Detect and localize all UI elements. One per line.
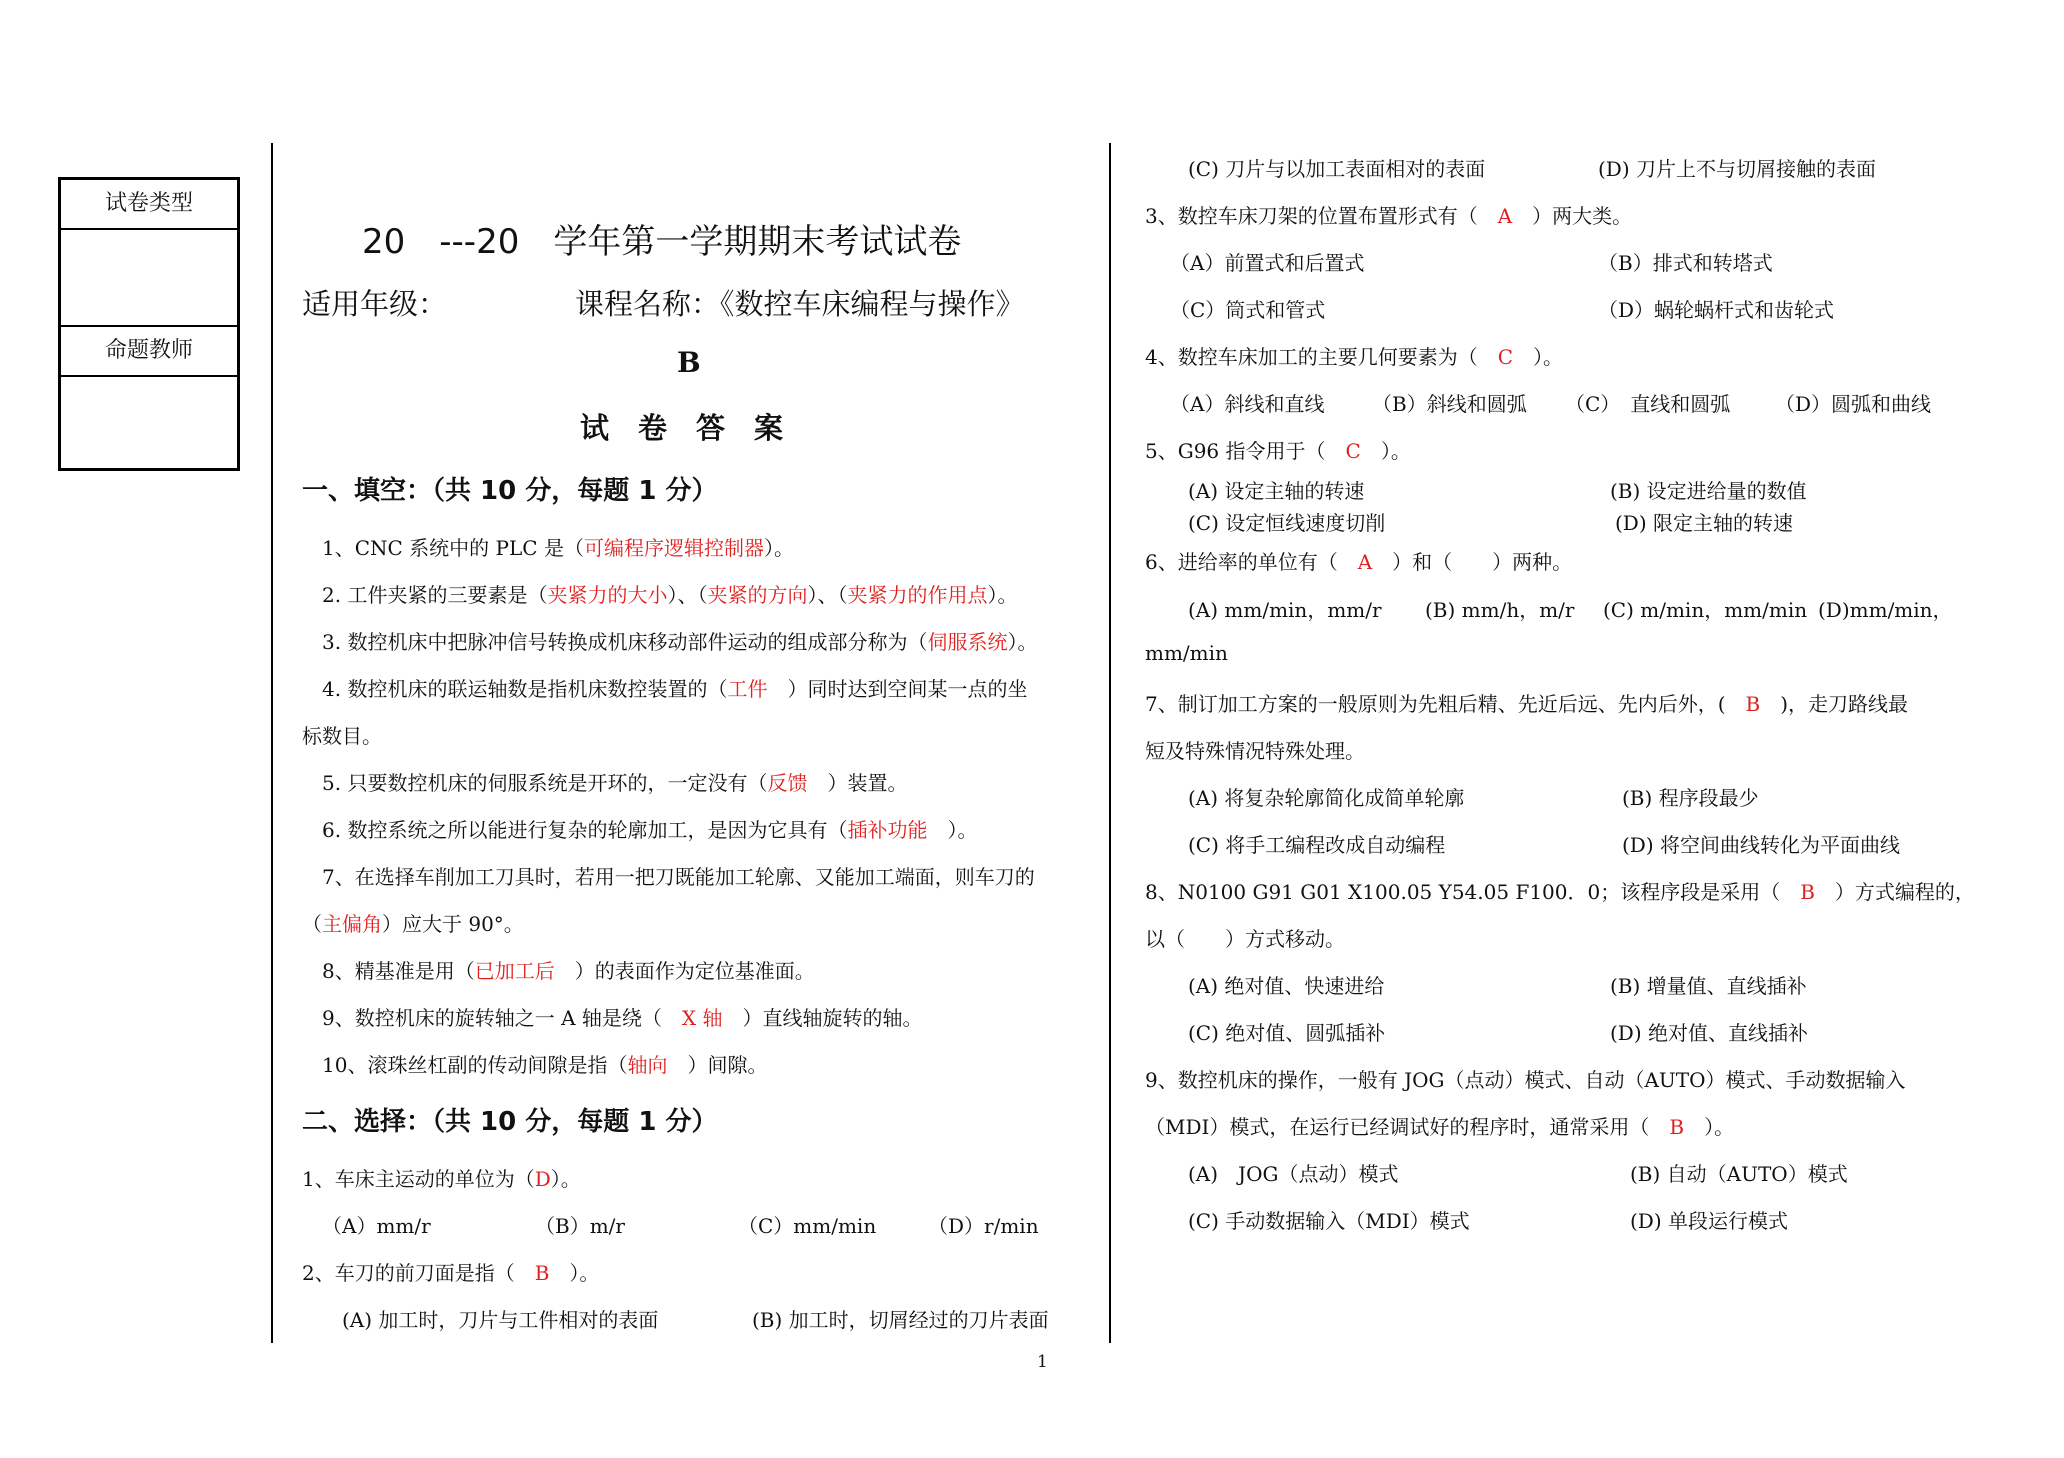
- fill-item-4-cont: 标数目。: [302, 724, 382, 748]
- answer-title: 试 卷 答 案: [580, 411, 784, 445]
- q5-option-c: (C) 设定恒线速度切削: [1188, 511, 1386, 535]
- q8-text-cont: 以（ ）方式移动。: [1145, 927, 1345, 951]
- fill-8-tail: ）的表面作为定位基准面。: [554, 959, 815, 983]
- q7-option-c: (C) 将手工编程改成自动编程: [1188, 833, 1446, 857]
- choice-q9: 9、数控机床的操作，一般有 JOG（点动）模式、自动（AUTO）模式、手动数据输入: [1145, 1068, 1906, 1092]
- exam-type-label: 试卷类型: [104, 191, 193, 216]
- q8-option-c: (C) 绝对值、圆弧插补: [1188, 1021, 1386, 1045]
- choice-q2: [302, 1257, 599, 1286]
- q6-answer: A: [1357, 550, 1373, 574]
- q5-option-d: (D) 限定主轴的转速: [1615, 511, 1793, 535]
- fill-7-open: （: [302, 912, 322, 936]
- q4-tail: ）。: [1513, 345, 1564, 369]
- q5-text: 5、G96 指令用于（: [1145, 439, 1346, 463]
- fill-item-9: [322, 1002, 923, 1031]
- paper-code: B: [677, 346, 701, 379]
- fill-2-tail: ）。: [987, 583, 1018, 607]
- fill-2-sep-1: ）、（: [667, 583, 708, 607]
- fill-1-text: 1、CNC 系统中的 PLC 是（: [322, 536, 584, 560]
- q7-text-cont: 短及特殊情况特殊处理。: [1145, 739, 1365, 763]
- section2-heading: 二、选择：（共 10 分，每题 1 分）: [302, 1107, 718, 1137]
- q5-answer: C: [1345, 439, 1361, 463]
- q6-option-d-cont: mm/min: [1145, 641, 1228, 665]
- q9-option-d: (D) 单段运行模式: [1630, 1209, 1788, 1233]
- q9-option-b: (B) 自动（AUTO）模式: [1630, 1162, 1848, 1186]
- fill-3-tail: ）。: [1007, 630, 1038, 654]
- q2-text: 2、车刀的前刀面是指（: [302, 1261, 535, 1285]
- fill-2-answer-c: 夹紧力的作用点: [847, 583, 988, 607]
- q3-text: 3、数控车床刀架的位置布置形式有（: [1145, 204, 1498, 228]
- fill-item-5: [322, 767, 907, 796]
- fill-4-text: 4. 数控机床的联运轴数是指机床数控装置的（: [322, 677, 728, 701]
- q3-option-c: （C）筒式和管式: [1170, 298, 1326, 322]
- fill-4-tail: ）同时达到空间某一点的坐: [767, 677, 1028, 701]
- grade-label: 适用年级：: [302, 287, 448, 321]
- fill-1-tail: ）。: [763, 536, 794, 560]
- choice-q6: [1145, 546, 1572, 575]
- page-title: 20 ---20 学年第一学期期末考试试卷: [362, 222, 962, 262]
- fill-5-tail: ）装置。: [807, 771, 908, 795]
- fill-item-1: [322, 532, 794, 561]
- q2-tail: ）。: [549, 1261, 600, 1285]
- fill-6-text: 6. 数控系统之所以能进行复杂的轮廓加工，是因为它具有（: [322, 818, 848, 842]
- q6-text: 6、进给率的单位有（: [1145, 550, 1358, 574]
- q8-text: 8、N0100 G91 G01 X100.05 Y54.05 F100．0；该程序段是采用（: [1145, 880, 1801, 904]
- teacher-label: 命题教师: [104, 338, 193, 363]
- exam-info-box: [58, 177, 240, 471]
- q5-option-a: (A) 设定主轴的转速: [1188, 479, 1365, 503]
- left-margin-rule: [271, 143, 273, 1343]
- choice-q3: [1145, 200, 1632, 229]
- fill-6-answer: 插补功能: [847, 818, 928, 842]
- fill-2-answer-b: 夹紧的方向: [707, 583, 808, 607]
- q6-tail: ）和（ ）两种。: [1372, 550, 1573, 574]
- fill-2-sep-2: ）、（: [807, 583, 848, 607]
- q8-option-a: (A) 绝对值、快速进给: [1188, 974, 1385, 998]
- q4-option-d: （D）圆弧和曲线: [1775, 392, 1932, 416]
- q1-option-d: （D）r/min: [928, 1214, 1039, 1238]
- q2-option-c: (C) 刀片与以加工表面相对的表面: [1188, 157, 1486, 181]
- fill-2-text: 2. 工件夹紧的三要素是（: [322, 583, 548, 607]
- fill-3-text: 3. 数控机床中把脉冲信号转换成机床移动部件运动的组成部分称为（: [322, 630, 928, 654]
- choice-q7: [1145, 688, 1908, 717]
- q3-option-d: （D）蜗轮蜗杆式和齿轮式: [1598, 298, 1835, 322]
- q1-answer: D: [534, 1167, 551, 1191]
- q9-tail: ）。: [1684, 1115, 1735, 1139]
- q9-answer: B: [1669, 1115, 1685, 1139]
- q2-option-b: (B) 加工时，切屑经过的刀片表面: [752, 1308, 1049, 1332]
- section1-heading: 一、填空：（共 10 分，每题 1 分）: [302, 476, 718, 506]
- fill-item-2: [322, 579, 1017, 608]
- fill-7-answer: 主偏角: [322, 912, 382, 936]
- choice-q1: [302, 1163, 581, 1192]
- fill-5-text: 5. 只要数控机床的伺服系统是开环的，一定没有（: [322, 771, 768, 795]
- q3-tail: ）两大类。: [1512, 204, 1633, 228]
- q8-option-d: (D) 绝对值、直线插补: [1610, 1021, 1808, 1045]
- fill-5-answer: 反馈: [767, 771, 808, 795]
- fill-2-answer-a: 夹紧力的大小: [547, 583, 668, 607]
- q4-text: 4、数控车床加工的主要几何要素为（: [1145, 345, 1498, 369]
- fill-3-answer: 伺服系统: [927, 630, 1008, 654]
- q6-option-d: (D)mm/min，: [1818, 598, 1953, 622]
- fill-item-7: 7、在选择车削加工刀具时，若用一把刀既能加工轮廓、又能加工端面，则车刀的: [322, 865, 1035, 889]
- fill-7-tail: ）应大于 90°。: [382, 912, 524, 936]
- fill-9-text: 9、数控机床的旋转轴之一 A 轴是绕（: [322, 1006, 682, 1030]
- column-divider: [1109, 143, 1111, 1343]
- fill-9-answer: X 轴: [681, 1006, 723, 1030]
- fill-4-answer: 工件: [727, 677, 768, 701]
- teacher-cell: [61, 327, 237, 377]
- q8-answer: B: [1800, 880, 1815, 904]
- q6-option-c: (C) m/min，mm/min: [1603, 598, 1808, 622]
- q7-text: 7、制订加工方案的一般原则为先粗后精、先近后远、先内后外，(: [1145, 692, 1746, 716]
- q1-option-a: （A）mm/r: [322, 1214, 431, 1238]
- exam-type-value-cell: [61, 230, 237, 327]
- fill-item-7-cont: [302, 908, 524, 937]
- q1-option-c: （C）mm/min: [738, 1214, 877, 1238]
- q9-option-c: (C) 手动数据输入（MDI）模式: [1188, 1209, 1470, 1233]
- q2-option-a: (A) 加工时，刀片与工件相对的表面: [342, 1308, 659, 1332]
- q4-option-b: （B）斜线和圆弧: [1372, 392, 1527, 416]
- exam-type-cell: [61, 180, 237, 230]
- q6-option-b: (B) mm/h，m/r: [1425, 598, 1575, 622]
- fill-6-tail: ）。: [927, 818, 978, 842]
- q1-text: 1、车床主运动的单位为（: [302, 1167, 535, 1191]
- q7-answer: B: [1745, 692, 1761, 716]
- q9-text-cont: [1145, 1111, 1734, 1140]
- q6-option-a: (A) mm/min，mm/r: [1188, 598, 1382, 622]
- q3-option-b: （B）排式和转塔式: [1598, 251, 1773, 275]
- q8-tail: ）方式编程的，: [1814, 880, 1975, 904]
- fill-9-tail: ）直线轴旋转的轴。: [722, 1006, 923, 1030]
- q4-answer: C: [1497, 345, 1514, 369]
- q4-option-c: （C） 直线和圆弧: [1565, 392, 1731, 416]
- fill-1-answer: 可编程序逻辑控制器: [583, 536, 764, 560]
- fill-8-text: 8、精基准是用（: [322, 959, 475, 983]
- fill-10-text: 10、滚珠丝杠副的传动间隙是指（: [322, 1053, 628, 1077]
- q2-answer: B: [534, 1261, 550, 1285]
- q3-option-a: （A）前置式和后置式: [1170, 251, 1365, 275]
- q1-option-b: （B）m/r: [535, 1214, 625, 1238]
- choice-q5: [1145, 435, 1411, 464]
- q7-option-d: (D) 将空间曲线转化为平面曲线: [1622, 833, 1900, 857]
- q7-tail: )，走刀路线最: [1760, 692, 1909, 716]
- fill-item-6: [322, 814, 977, 843]
- page-number: 1: [1037, 1352, 1048, 1372]
- q7-option-b: (B) 程序段最少: [1622, 786, 1759, 810]
- fill-8-answer: 已加工后: [474, 959, 555, 983]
- q5-tail: ）。: [1360, 439, 1411, 463]
- q1-tail: ）。: [550, 1167, 581, 1191]
- q8-option-b: (B) 增量值、直线插补: [1610, 974, 1807, 998]
- fill-item-4: [322, 673, 1027, 702]
- fill-10-tail: ）间隙。: [667, 1053, 768, 1077]
- choice-q8: [1145, 876, 1975, 905]
- q2-option-d: (D) 刀片上不与切屑接触的表面: [1598, 157, 1876, 181]
- q7-option-a: (A) 将复杂轮廓简化成简单轮廓: [1188, 786, 1465, 810]
- q9-text: （MDI）模式，在运行已经调试好的程序时，通常采用（: [1145, 1115, 1670, 1139]
- q4-option-a: （A）斜线和直线: [1170, 392, 1325, 416]
- q5-option-b: (B) 设定进给量的数值: [1610, 479, 1807, 503]
- fill-10-answer: 轴向: [627, 1053, 668, 1077]
- fill-item-8: [322, 955, 815, 984]
- fill-item-3: [322, 626, 1037, 655]
- fill-item-10: [322, 1049, 767, 1078]
- course-label: 课程名称：《数控车床编程与操作》: [575, 287, 1025, 321]
- q3-answer: A: [1497, 204, 1513, 228]
- choice-q4: [1145, 341, 1563, 370]
- q9-option-a: (A) JOG（点动）模式: [1188, 1162, 1399, 1186]
